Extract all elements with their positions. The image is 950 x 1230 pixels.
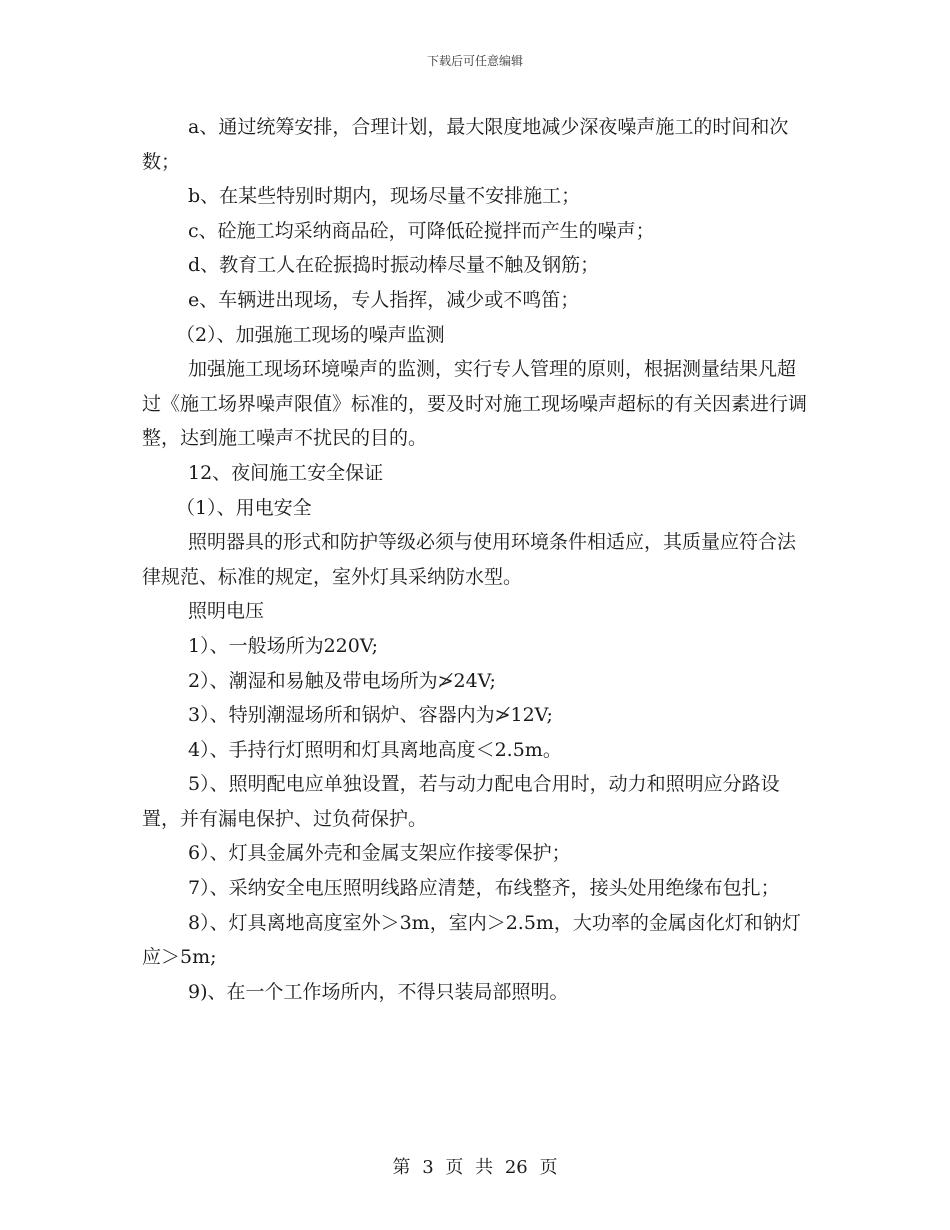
section-heading: （2）、加强施工现场的噪声监测 <box>176 323 445 346</box>
section-heading: 12、夜间施工安全保证 <box>188 461 384 484</box>
list-item: 7）、采纳安全电压照明线路应清楚，布线整齐，接头处用绝缘布包扎； <box>188 877 780 900</box>
list-item: 4）、手持行灯照明和灯具离地高度＜2.5m。 <box>188 738 562 761</box>
list-item: 5）、照明配电应单独设置，若与动力配电合用时，动力和照明应分路设置，并有漏电保护、过负荷保护。 <box>142 773 780 830</box>
page-footer: 第 3 页 共 26 页 <box>392 1157 558 1178</box>
page-header: 下载后可任意编辑 <box>426 54 523 68</box>
list-item: 2）、潮湿和易触及带电场所为≯24V; <box>188 669 496 692</box>
section-heading: 照明电压 <box>188 600 265 623</box>
paragraph: 照明器具的形式和防护等级必须与使用环境条件相适应，其质量应符合法律规范、标准的规定，室外灯具采纳防水型。 <box>142 531 797 588</box>
list-item: 9)、在一个工作场所内，不得只装局部照明。 <box>188 980 569 1003</box>
list-item: 8）、灯具离地高度室外＞3m，室内＞2.5m，大功率的金属卤化灯和钠灯应＞5m; <box>142 911 801 969</box>
paragraph: b、在某些特别时期内，现场尽量不安排施工； <box>188 185 581 208</box>
paragraph: 加强施工现场环境噪声的监测，实行专人管理的原则，根据测量结果凡超过《施工场界噪声限值》标准的，要及时对施工现场噪声超标的有关因素进行调整，达到施工噪声不扰民的目的。 <box>142 358 808 450</box>
section-heading: （1）、用电安全 <box>176 496 312 519</box>
list-item: 6）、灯具金属外壳和金属支架应作接零保护； <box>188 842 571 865</box>
document-body <box>142 110 810 1009</box>
paragraph: d、教育工人在砼振捣时振动棒尽量不触及钢筋； <box>188 254 600 277</box>
list-item: 1）、一般场所为220V; <box>188 634 379 657</box>
paragraph: c、砼施工均采纳商品砼，可降低砼搅拌而产生的噪声； <box>188 219 655 242</box>
paragraph: a、通过统筹安排，合理计划，最大限度地减少深夜噪声施工的时间和次数； <box>142 116 789 173</box>
list-item: 3）、特别潮湿场所和锅炉、容器内为≯12V; <box>188 704 553 727</box>
paragraph: e、车辆进出现场，专人指挥，减少或不鸣笛； <box>188 288 580 311</box>
